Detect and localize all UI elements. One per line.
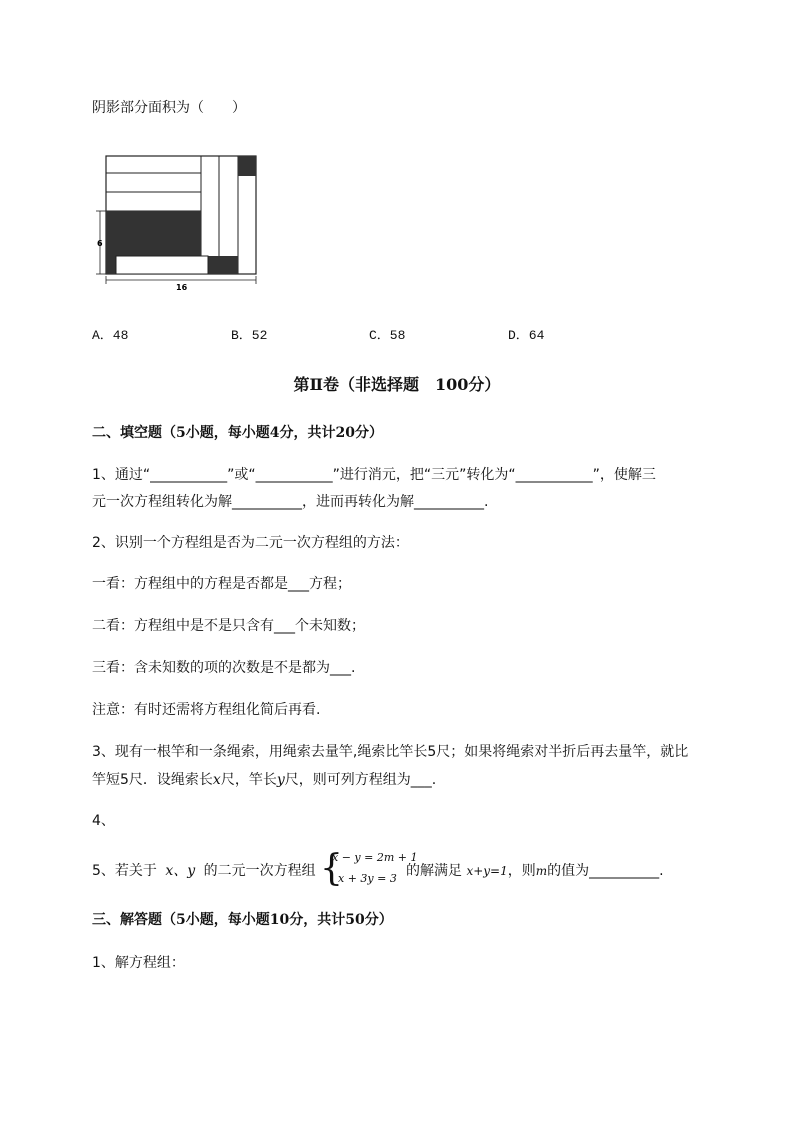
system-eq2: x + 3y = 3 bbox=[338, 872, 397, 885]
q5-line-tail bbox=[406, 861, 664, 881]
question-text: 阴影部分面积为（ ） bbox=[92, 100, 246, 116]
choice-a[interactable]: A．48 bbox=[92, 328, 129, 343]
area-figure bbox=[96, 148, 266, 296]
q3-text-c: 尺，则可列方程组为___. bbox=[284, 772, 437, 788]
q5-text-a: 5、若关于 bbox=[92, 863, 157, 879]
part3-heading: 三、解答题（5小题，每小题10分，共计50分） bbox=[92, 912, 393, 928]
system-brace: { bbox=[320, 848, 343, 889]
q5-var-m: m bbox=[535, 864, 548, 878]
shaded-region bbox=[106, 211, 201, 256]
choice-c[interactable]: C．58 bbox=[369, 328, 406, 343]
bottom-strip bbox=[116, 256, 208, 274]
q1-line1: 1、通过“___________”或“___________”进行消元，把“三元”转化为“___________”，使解三 bbox=[92, 467, 656, 483]
q3-text-b: 尺，竿长 bbox=[220, 772, 277, 788]
q2-note: 注意：有时还需将方程组化简后再看. bbox=[92, 702, 321, 718]
q2-line1: 2、识别一个方程组是否为二元一次方程组的方法： bbox=[92, 535, 409, 551]
q2-line2: 一看：方程组中的方程是否都是___方程； bbox=[92, 576, 351, 592]
section-title: 第Ⅱ卷（非选择题 100分） bbox=[293, 375, 501, 394]
q3-var-x: x bbox=[212, 772, 221, 788]
p3-q1: 1、解方程组： bbox=[92, 955, 185, 971]
q5-condition: x+y=1 bbox=[466, 864, 508, 878]
q5-vars: x、y bbox=[165, 863, 196, 879]
q5-line bbox=[92, 861, 316, 881]
q3-text-a: 竿短5尺．设绳索长 bbox=[92, 772, 213, 788]
q2-line3: 二看：方程组中是不是只含有___个未知数； bbox=[92, 618, 365, 634]
q2-line4: 三看：含未知数的项的次数是不是都为___. bbox=[92, 660, 356, 676]
shaded-region bbox=[106, 256, 116, 274]
q3-line1: 3、现有一根竿和一条绳索，用绳索去量竿,绳索比竿长5尺；如果将绳索对半折后再去量竿，就比 bbox=[92, 744, 689, 760]
q3-line2 bbox=[92, 770, 436, 790]
shaded-region bbox=[208, 256, 238, 274]
q5-text-d: ，则 bbox=[507, 863, 536, 879]
height-label: 6 bbox=[97, 239, 103, 248]
q5-text-c: 的解满足 bbox=[406, 863, 462, 879]
q4: 4、 bbox=[92, 813, 115, 829]
shaded-region bbox=[238, 156, 256, 176]
q5-text-e: 的值为__________. bbox=[547, 863, 664, 879]
width-label: 16 bbox=[176, 283, 188, 292]
choice-d[interactable]: D．64 bbox=[508, 328, 545, 343]
choice-b[interactable]: B．52 bbox=[231, 328, 268, 343]
q3-var-y: y bbox=[276, 772, 285, 788]
system-eq1: x − y = 2m + 1 bbox=[332, 851, 418, 864]
part2-heading: 二、填空题（5小题，每小题4分，共计20分） bbox=[92, 425, 383, 441]
q5-text-b: 的二元一次方程组 bbox=[203, 863, 316, 879]
q1-line2: 元一次方程组转化为解__________，进而再转化为解__________. bbox=[92, 494, 489, 510]
